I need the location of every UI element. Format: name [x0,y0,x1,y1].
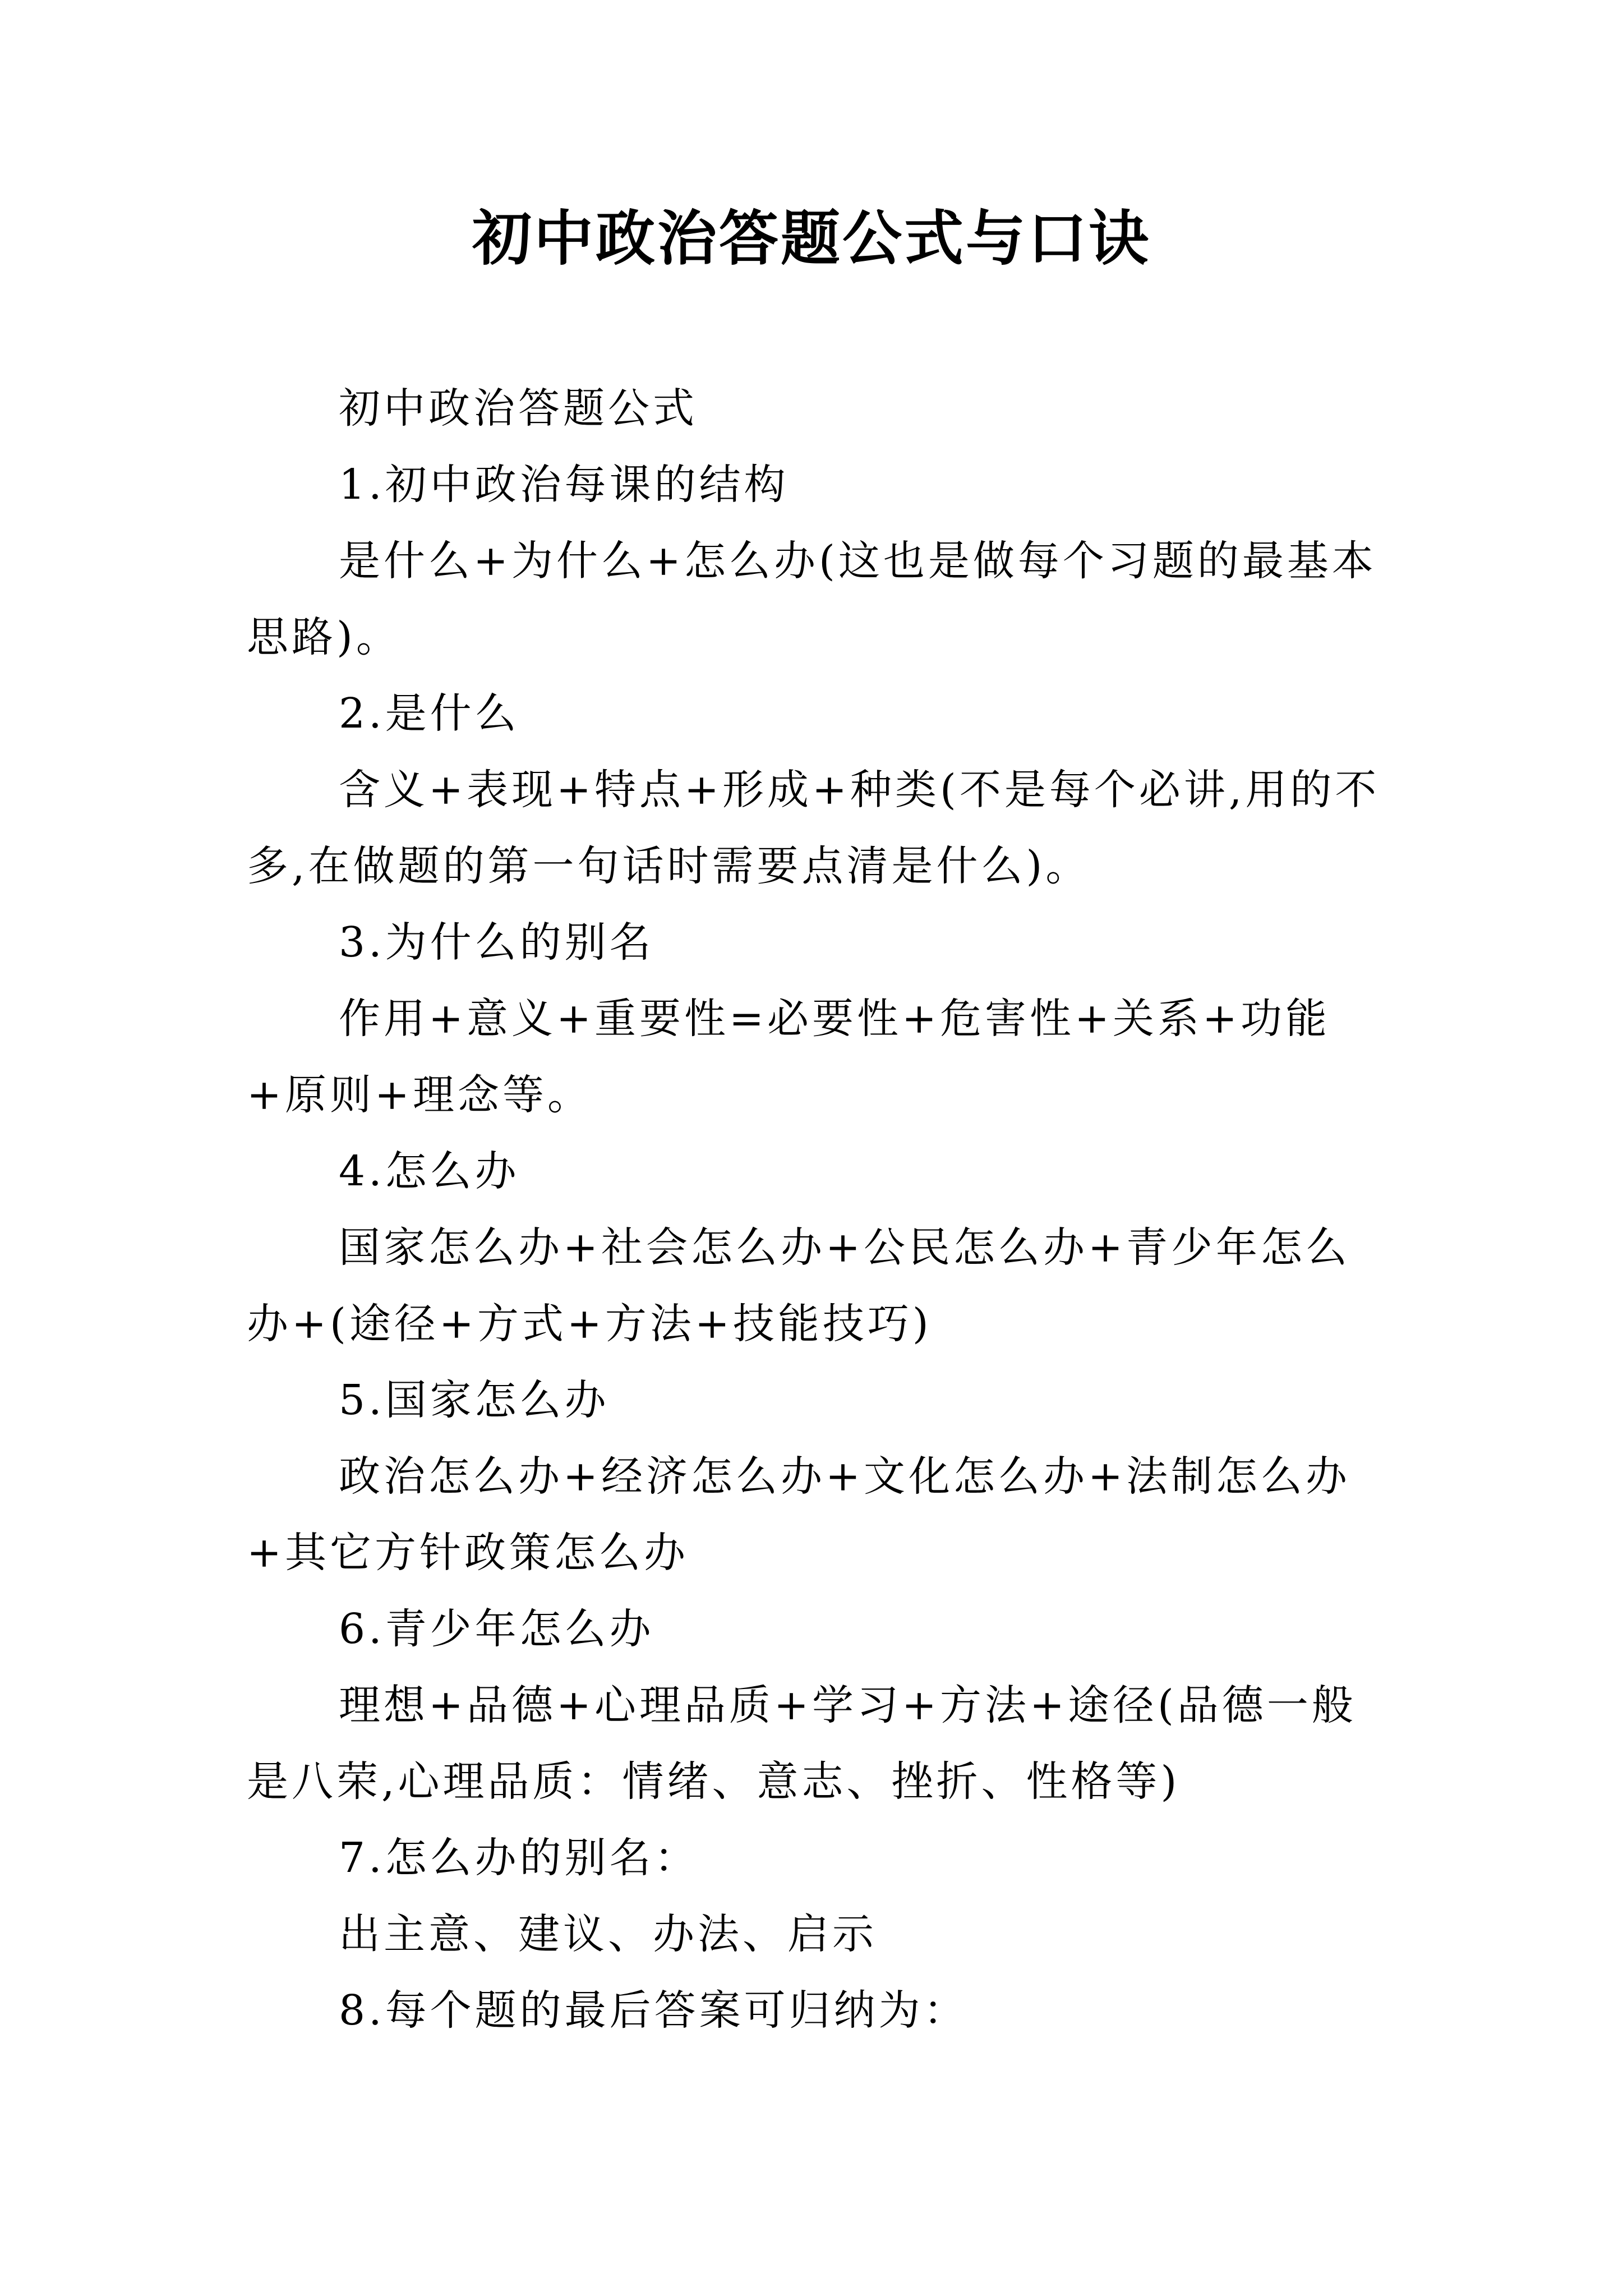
paragraph: 作用+意义+重要性=必要性+危害性+关系+功能+原则+理念等。 [247,995,1331,1119]
paragraph: 4.怎么办 [339,1147,520,1195]
paragraph: 国家怎么办+社会怎么办+公民怎么办+青少年怎么办+(途径+方式+方法+技能技巧) [247,1223,1351,1348]
document-title: 初中政治答题公式与口诀 [472,203,1151,273]
paragraph: 含义+表现+特点+形成+种类(不是每个必讲,用的不多,在做题的第一句话时需要点清是什么)。 [247,766,1380,890]
paragraph: 5.国家怎么办 [339,1376,610,1424]
document-body [247,370,1385,2049]
paragraph: 理想+品德+心理品质+学习+方法+途径(品德一般是八荣,心理品质：情绪、意志、挫折、性格等) [247,1681,1357,1806]
paragraph: 是什么+为什么+怎么办(这也是做每个习题的最基本思路)。 [247,537,1377,661]
paragraph: 1.初中政治每课的结构 [339,461,789,509]
paragraph: 2.是什么 [339,689,520,738]
paragraph: 6.青少年怎么办 [339,1605,654,1653]
paragraph: 政治怎么办+经济怎么办+文化怎么办+法制怎么办+其它方针政策怎么办 [247,1452,1351,1577]
paragraph: 8.每个题的最后答案可归纳为： [339,1986,969,2035]
paragraph: 7.怎么办的别名： [339,1834,699,1882]
paragraph: 出主意、建议、办法、启示 [339,1910,877,1958]
paragraph: 初中政治答题公式 [339,384,698,432]
paragraph: 3.为什么的别名 [339,918,654,967]
